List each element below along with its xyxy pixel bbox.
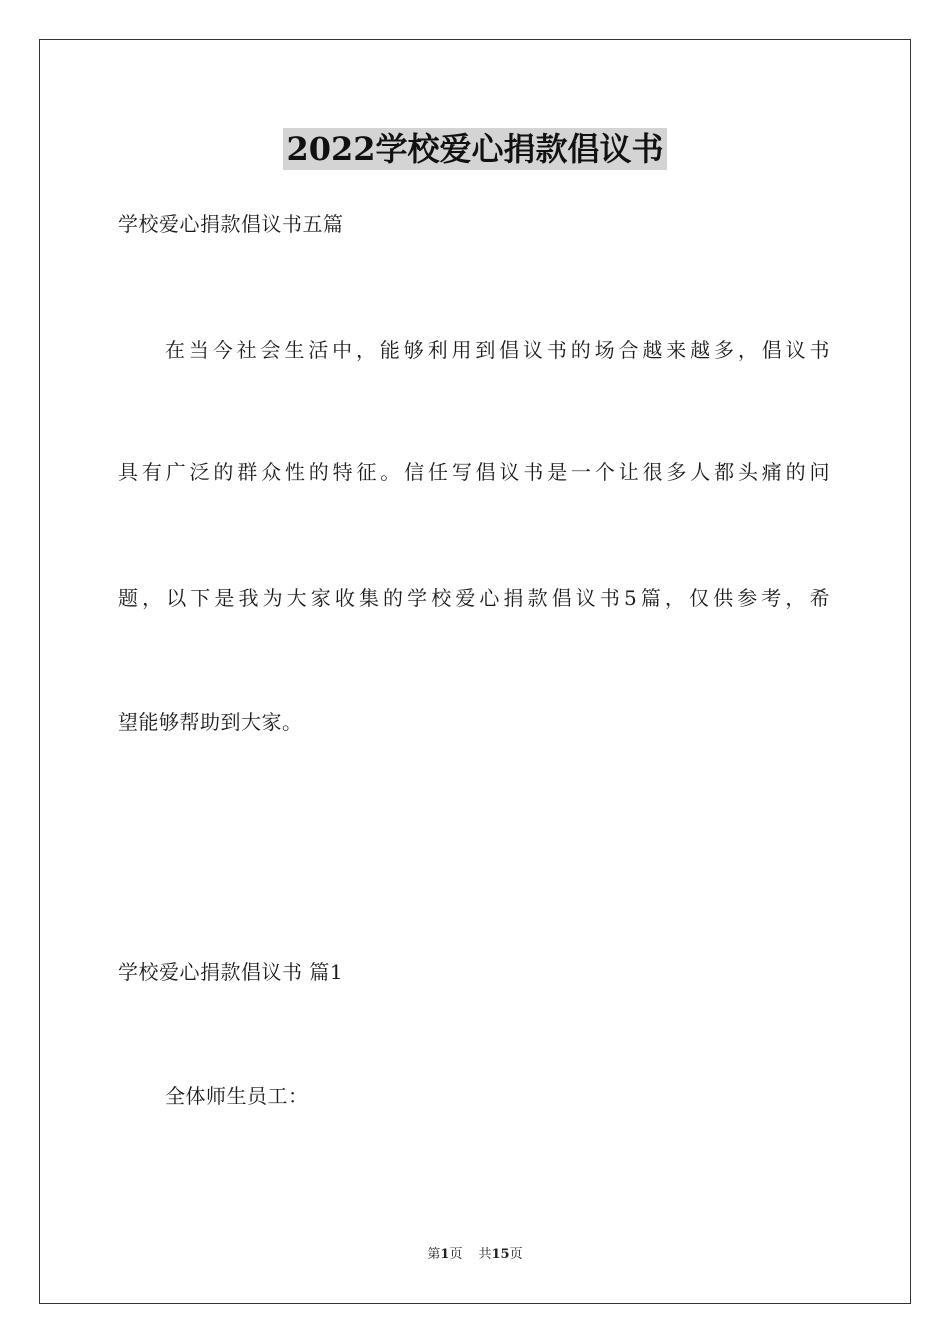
page-suffix: 页	[449, 1247, 463, 1262]
intro-line-2: 具有广泛的群众性的特征。信任写倡议书是一个让很多人都头痛的问	[118, 460, 830, 484]
page-footer	[0, 1246, 950, 1264]
total-prefix: 共	[478, 1247, 492, 1262]
document-title: 2022学校爱心捐款倡议书	[283, 128, 666, 170]
intro-line-3: 题，以下是我为大家收集的学校爱心捐款倡议书5篇，仅供参考，希	[118, 586, 830, 610]
intro-line-1: 在当今社会生活中，能够利用到倡议书的场合越来越多，倡议书	[165, 338, 830, 362]
salutation: 全体师生员工：	[165, 1084, 309, 1108]
total-suffix: 页	[509, 1247, 523, 1262]
total-pages: 15	[491, 1247, 510, 1262]
page-prefix: 第	[427, 1247, 441, 1262]
intro-line-4: 望能够帮助到大家。	[118, 710, 303, 734]
document-subtitle: 学校爱心捐款倡议书五篇	[118, 212, 344, 236]
page-number: 1	[440, 1247, 450, 1262]
section-heading: 学校爱心捐款倡议书 篇1	[118, 960, 344, 984]
title-container	[0, 128, 950, 170]
